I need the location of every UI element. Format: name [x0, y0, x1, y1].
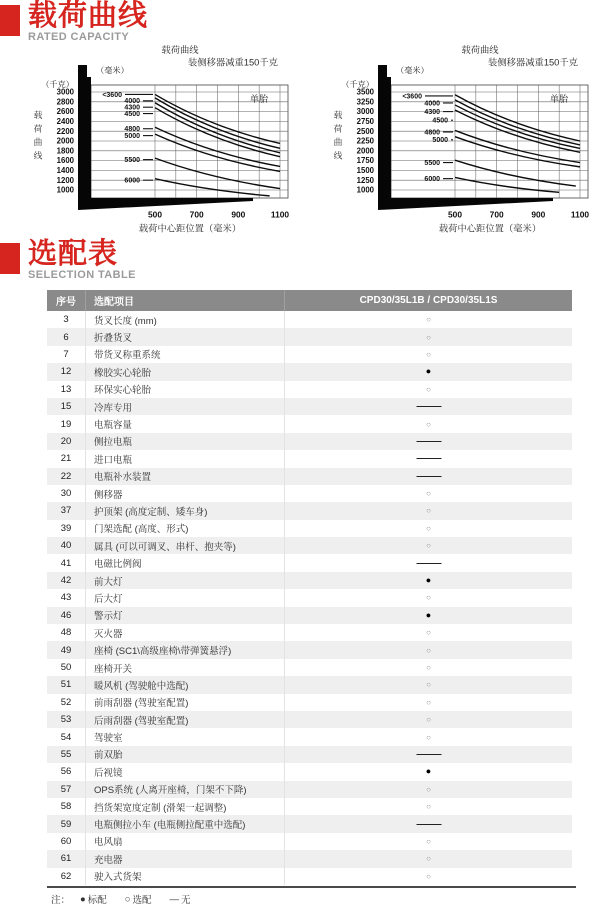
table-row [47, 694, 572, 711]
mast-height-label: 4500 [124, 110, 140, 118]
row-number: 61 [60, 853, 72, 865]
section-title-en: RATED CAPACITY [28, 31, 130, 43]
row-value [285, 659, 573, 676]
table-row [47, 815, 572, 832]
row-item: 驾驶室 [86, 728, 285, 745]
y-tick-label: 2200 [56, 126, 74, 136]
chart-subtitle: 装侧移器减重150千克 [188, 57, 278, 68]
row-value [285, 641, 573, 658]
row-item: 充电器 [86, 850, 285, 867]
row-item: 属具 (可以可调叉、串杆、抱夹等) [86, 537, 285, 554]
row-number: 52 [60, 696, 72, 708]
none-dash-icon: — [416, 401, 441, 413]
row-item: 冷库专用 [86, 398, 285, 415]
row-value [285, 833, 573, 850]
row-value [285, 468, 573, 485]
x-tick-label: 1100 [270, 209, 290, 220]
row-number: 53 [60, 714, 72, 726]
optional-circle-icon: ○ [426, 384, 431, 394]
table-row [47, 624, 572, 641]
legend-symbol-icon: ○ [124, 893, 131, 905]
mast-unit-label: （毫米） [396, 66, 429, 75]
selection-table [47, 290, 572, 885]
row-value [285, 676, 573, 693]
table-row [47, 659, 572, 676]
y-tick-label: 1500 [356, 166, 374, 175]
legend-note [47, 886, 576, 906]
row-item: 前双胎 [86, 746, 285, 763]
row-number: 21 [60, 453, 72, 465]
optional-circle-icon: ○ [426, 715, 431, 725]
table-row [47, 346, 572, 363]
side-label-char: 荷 [33, 123, 43, 134]
mast-height-label: 4800 [424, 129, 440, 137]
fork-axis-shape [378, 65, 553, 210]
table-row [47, 468, 572, 485]
header-row [47, 290, 572, 311]
legend-label: 无 [181, 895, 191, 906]
row-number: 41 [60, 557, 72, 569]
table-row [47, 450, 572, 467]
standard-dot-icon: ● [425, 575, 432, 586]
row-number: 42 [60, 575, 72, 587]
row-number: 58 [60, 801, 72, 813]
row-item: 前雨刮器 (驾驶室配置) [86, 694, 285, 711]
side-label-char: 荷 [333, 123, 343, 134]
table-row [47, 328, 572, 345]
row-number: 19 [60, 418, 72, 430]
x-tick-label: 900 [231, 209, 246, 220]
row-item: OPS系统 (人离开座椅，门架不下降) [86, 781, 285, 798]
mast-height-label: 4000 [124, 98, 140, 106]
row-item: 挡货架宽度定制 (滑架一起调整) [86, 798, 285, 815]
row-value [285, 363, 573, 380]
mast-height-label: 4000 [424, 100, 440, 108]
row-number: 7 [63, 348, 69, 360]
chart-title: 载荷曲线 [161, 45, 199, 55]
legend-label: 标配 [87, 895, 107, 906]
optional-circle-icon: ○ [426, 645, 431, 655]
row-item: 电风扇 [86, 833, 285, 850]
optional-circle-icon: ○ [426, 784, 431, 794]
table-row [47, 381, 572, 398]
side-label-char: 载 [33, 110, 43, 120]
y-tick-label: 3500 [356, 87, 374, 97]
y-axis-unit: （千克） [41, 80, 74, 89]
side-label-char: 曲 [333, 137, 343, 147]
row-value [285, 763, 573, 780]
row-item: 后视镜 [86, 763, 285, 780]
legend-item [125, 892, 152, 906]
table-row [47, 676, 572, 693]
chart-title: 载荷曲线 [461, 45, 499, 55]
row-number: 51 [60, 679, 72, 691]
row-number: 15 [60, 401, 72, 413]
optional-circle-icon: ○ [426, 836, 431, 846]
standard-dot-icon: ● [425, 366, 432, 377]
section-title-cn: 选配表 [28, 238, 119, 270]
column-header: CPD30/35L1B / CPD30/35L1S [285, 290, 573, 311]
table-row [47, 781, 572, 798]
y-tick-label: 1000 [56, 185, 74, 195]
y-tick-label: 1400 [56, 166, 74, 175]
row-number: 55 [60, 748, 72, 760]
optional-circle-icon: ○ [426, 663, 431, 672]
row-value [285, 815, 573, 832]
row-value [285, 694, 573, 711]
optional-circle-icon: ○ [426, 697, 431, 707]
selection-table-titles [28, 240, 136, 281]
y-tick-label: 3000 [356, 107, 374, 117]
row-number: 6 [63, 331, 69, 343]
row-item: 折叠货叉 [86, 328, 285, 345]
row-number: 46 [60, 609, 72, 621]
mast-unit-label: （毫米） [96, 66, 129, 75]
row-item: 护顶架 (高度定制、矮车身) [86, 502, 285, 519]
x-tick-label: 500 [448, 209, 462, 220]
none-dash-icon: — [416, 557, 441, 569]
row-value [285, 746, 573, 763]
table-row [47, 850, 572, 867]
note-prefix: 注： [51, 895, 71, 906]
optional-circle-icon: ○ [426, 732, 431, 742]
y-tick-label: 2750 [356, 117, 374, 126]
optional-circle-icon: ○ [426, 489, 431, 499]
row-number: 13 [60, 383, 72, 395]
row-value [285, 607, 573, 624]
row-item: 后大灯 [86, 589, 285, 606]
row-item: 带货叉称重系统 [86, 346, 285, 363]
row-number: 48 [60, 627, 72, 639]
optional-circle-icon: ○ [426, 871, 431, 881]
optional-circle-icon: ○ [426, 802, 431, 812]
table-row [47, 398, 572, 415]
row-item: 门架选配 (高度、形式) [86, 520, 285, 537]
optional-circle-icon: ○ [426, 680, 431, 690]
table-row [47, 607, 572, 624]
legend-symbol-icon: — [169, 893, 180, 905]
row-value [285, 328, 573, 345]
row-item: 电瓶侧拉小车 (电瓶侧拉配重中选配) [86, 815, 285, 832]
y-tick-label: 2400 [56, 117, 74, 126]
table-row [47, 311, 572, 328]
table-row [47, 833, 572, 850]
row-number: 12 [60, 366, 72, 378]
row-value [285, 346, 573, 363]
y-tick-label: 2250 [356, 136, 374, 146]
row-item: 暖风机 (驾驶舱中选配) [86, 676, 285, 693]
y-tick-label: 1600 [56, 156, 74, 166]
section-title-cn: 载荷曲线 [28, 0, 149, 32]
row-number: 3 [63, 314, 69, 326]
row-value [285, 381, 573, 398]
row-value [285, 520, 573, 537]
single-tire-label: 单胎 [249, 94, 269, 104]
row-number: 49 [60, 644, 72, 656]
row-number: 56 [60, 766, 72, 778]
red-square-marker [0, 243, 20, 274]
mast-height-label: 4300 [124, 104, 140, 112]
row-number: 30 [60, 488, 72, 500]
row-number: 60 [60, 835, 72, 847]
table-row [47, 485, 572, 502]
side-label-char: 曲 [33, 137, 43, 147]
mast-height-label: 4300 [424, 109, 440, 116]
optional-circle-icon: ○ [426, 628, 431, 638]
row-value [285, 711, 573, 728]
standard-dot-icon: ● [425, 609, 432, 620]
row-value [285, 781, 573, 798]
column-header: 选配项目 [86, 290, 285, 311]
row-item: 货叉长度 (mm) [86, 311, 285, 328]
row-item: 电磁比例阀 [86, 554, 285, 571]
table-row [47, 537, 572, 554]
row-value [285, 589, 573, 606]
none-dash-icon: — [416, 748, 441, 760]
side-label-char: 线 [33, 150, 43, 161]
row-value [285, 728, 573, 745]
row-number: 54 [60, 731, 72, 743]
optional-circle-icon: ○ [426, 506, 431, 516]
red-square-marker [0, 5, 20, 36]
load-curve-chart-3000kg [30, 40, 300, 235]
y-tick-label: 1000 [356, 185, 374, 195]
row-value [285, 554, 573, 571]
row-number: 22 [60, 470, 72, 482]
table-row [47, 520, 572, 537]
table-row [47, 746, 572, 763]
optional-circle-icon: ○ [426, 541, 431, 551]
y-tick-label: 1800 [56, 146, 74, 156]
row-item: 驶入式货架 [86, 868, 285, 885]
x-tick-label: 500 [148, 209, 162, 220]
row-number: 20 [60, 435, 72, 447]
row-item: 侧移器 [86, 485, 285, 502]
y-tick-label: 2800 [56, 97, 74, 107]
y-tick-label: 2500 [356, 126, 374, 136]
row-item: 电瓶补水装置 [86, 468, 285, 485]
single-tire-label: 单胎 [549, 94, 569, 104]
row-number: 59 [60, 818, 72, 830]
mast-height-label: 5000 [124, 133, 140, 141]
side-label-char: 载 [333, 110, 343, 120]
selection-table-header [0, 240, 136, 281]
row-value [285, 415, 573, 432]
rated-capacity-header [0, 2, 148, 43]
y-tick-label: 2000 [356, 146, 374, 156]
x-axis-title: 载荷中心距位置（毫米） [438, 223, 542, 234]
load-curve [155, 179, 270, 196]
legend-label: 选配 [132, 895, 152, 906]
row-value [285, 868, 573, 885]
mast-height-label: 5500 [124, 157, 140, 165]
row-value [285, 572, 573, 589]
y-axis-unit: （千克） [341, 80, 374, 89]
row-item: 座椅 (SC1\高级座椅\带弹簧悬浮) [86, 641, 285, 658]
row-value [285, 398, 573, 415]
optional-circle-icon: ○ [426, 854, 431, 864]
row-value [285, 624, 573, 641]
row-item: 进口电瓶 [86, 450, 285, 467]
row-number: 40 [60, 540, 72, 552]
optional-circle-icon: ○ [426, 523, 431, 533]
row-item: 后雨刮器 (驾驶室配置) [86, 711, 285, 728]
table-row [47, 798, 572, 815]
mast-height-label: 6000 [124, 177, 140, 185]
table-row [47, 589, 572, 606]
y-tick-label: 1200 [56, 175, 74, 185]
optional-circle-icon: ○ [426, 315, 431, 325]
row-number: 50 [60, 662, 72, 673]
optional-circle-icon: ○ [426, 349, 431, 359]
row-item: 电瓶容量 [86, 415, 285, 432]
table-row [47, 728, 572, 745]
row-item: 侧拉电瓶 [86, 433, 285, 450]
legend-symbol-icon: ● [80, 893, 86, 905]
y-tick-label: 3000 [56, 87, 74, 97]
x-tick-label: 900 [531, 209, 546, 220]
row-value [285, 537, 573, 554]
y-tick-label: 2600 [56, 107, 74, 117]
standard-dot-icon: ● [425, 766, 432, 777]
section-title-en: SELECTION TABLE [28, 269, 136, 281]
row-number: 37 [60, 505, 72, 517]
mast-height-label: <3600 [102, 91, 122, 99]
mast-height-label: 5500 [424, 159, 440, 167]
legend-item [170, 892, 191, 906]
y-tick-label: 1750 [356, 156, 374, 166]
mast-height-label: 4500 [432, 117, 448, 125]
rated-capacity-titles [28, 2, 148, 43]
side-label-char: 线 [333, 150, 343, 161]
table-row [47, 554, 572, 571]
table-row [47, 711, 572, 728]
row-number: 57 [60, 783, 72, 795]
row-item: 警示灯 [86, 607, 285, 624]
optional-circle-icon: ○ [426, 593, 431, 603]
chart-subtitle: 装侧移器减重150千克 [488, 57, 578, 68]
none-dash-icon: — [416, 818, 441, 830]
row-item: 座椅开关 [86, 659, 285, 676]
row-item: 前大灯 [86, 572, 285, 589]
table-row [47, 433, 572, 450]
x-tick-label: 700 [189, 209, 204, 220]
row-value [285, 502, 573, 519]
row-value [285, 485, 573, 502]
row-number: 43 [60, 592, 72, 604]
x-tick-label: 1100 [570, 209, 590, 220]
mast-height-label: <3600 [402, 93, 422, 101]
table-row [47, 363, 572, 380]
table-row [47, 641, 572, 658]
y-tick-label: 1250 [356, 175, 374, 185]
legend-item [80, 892, 107, 906]
table-row [47, 868, 572, 885]
row-item: 橡胶实心轮胎 [86, 363, 285, 380]
row-item: 灭火器 [86, 624, 285, 641]
row-value [285, 450, 573, 467]
row-value [285, 850, 573, 867]
none-dash-icon: — [416, 453, 441, 465]
selection-table-body [47, 311, 572, 885]
mast-height-label: 4800 [124, 126, 140, 134]
row-item: 环保实心轮胎 [86, 381, 285, 398]
table-row [47, 415, 572, 432]
table-row [47, 763, 572, 780]
y-tick-label: 3250 [356, 97, 374, 107]
mast-height-label: 6000 [424, 176, 440, 184]
table-row [47, 572, 572, 589]
x-axis-title: 载荷中心距位置（毫米） [138, 223, 242, 234]
row-value [285, 311, 573, 328]
x-tick-label: 700 [489, 209, 504, 220]
row-value [285, 433, 573, 450]
none-dash-icon: — [416, 470, 441, 482]
optional-circle-icon: ○ [426, 332, 431, 342]
none-dash-icon: — [416, 435, 441, 447]
y-tick-label: 2000 [56, 136, 74, 146]
table-row [47, 502, 572, 519]
column-header: 序号 [56, 297, 76, 308]
load-curve-chart-3500kg [330, 40, 600, 235]
row-number: 62 [60, 870, 72, 882]
optional-circle-icon: ○ [426, 419, 431, 429]
selection-table-head [47, 290, 572, 311]
mast-height-label: 5000 [432, 137, 448, 145]
row-value [285, 798, 573, 815]
row-number: 39 [60, 522, 72, 534]
